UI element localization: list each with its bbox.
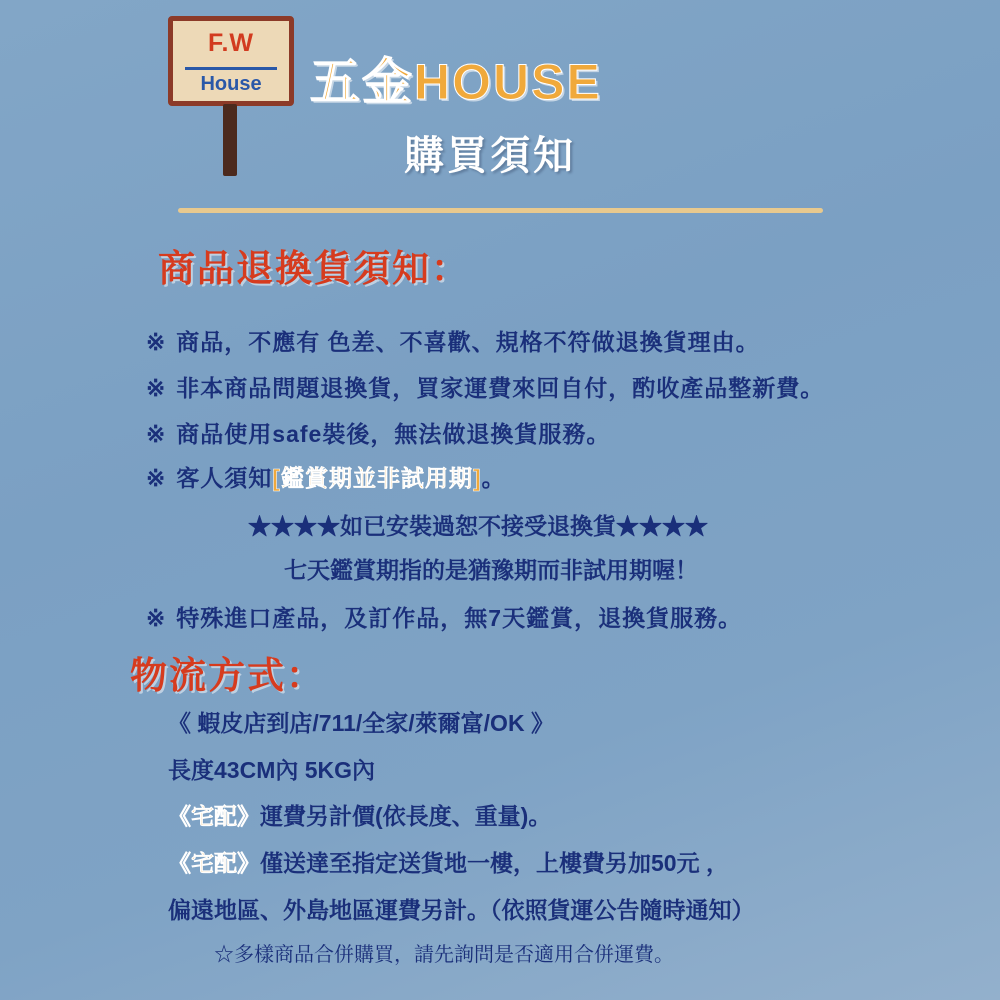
logistics-line-6: ☆多樣商品合併購買，請先詢問是否適用合併運費。 (214, 944, 674, 966)
returns-notice-prefix: 客人須知 (176, 465, 273, 491)
home-delivery-tag: 《宅配》 (168, 850, 260, 876)
returns-notice-emphasis: [鑑賞期並非試用期] (272, 465, 482, 491)
returns-notice-suffix: 。 (481, 465, 506, 491)
logistics-line-3-text: 運費另計價(依長度、重量)。 (260, 803, 552, 829)
sign-bottom-text: House (200, 73, 262, 95)
returns-item-1-text: 商品，不應有 色差、不喜歡、規格不符做退換貨理由。 (176, 329, 760, 355)
page-subtitle: 購買須知 (404, 134, 576, 178)
returns-item-2-text: 非本商品問題退換貨，買家運費來回自付，酌收產品整新費。 (176, 375, 825, 401)
returns-special-line (146, 600, 742, 633)
returns-seven-day-line: 七天鑑賞期指的是猶豫期而非試用期喔！ (284, 557, 698, 583)
returns-item-3-text: 商品使用safe裝後，無法做退換貨服務。 (176, 421, 611, 447)
bullet-mark: ※ (146, 375, 167, 401)
bullet-mark: ※ (146, 605, 167, 631)
bullet-mark: ※ (146, 421, 167, 447)
sign-plate (168, 16, 294, 106)
home-delivery-tag: 《宅配》 (168, 803, 260, 829)
logistics-line-3 (168, 798, 551, 831)
returns-special-text: 特殊進口產品，及訂作品，無7天鑑賞，退換貨服務。 (176, 605, 743, 631)
logistics-line-4 (168, 845, 729, 878)
sign-divider (185, 67, 277, 70)
header-divider (178, 208, 823, 213)
sign-post (223, 104, 237, 176)
returns-item-2 (146, 370, 824, 403)
logistics-section-heading: 物流方式： (130, 655, 325, 696)
sign-top-text: F.W (207, 29, 255, 57)
logistics-line-4-text: 僅送達至指定送貨地一樓，上樓費另加50元 ， (260, 850, 729, 876)
bullet-mark: ※ (146, 465, 167, 491)
logistics-line-2: 長度43CM內 5KG內 (168, 757, 376, 783)
returns-item-3 (146, 416, 610, 449)
shop-sign-logo (168, 16, 294, 186)
logistics-line-1: 《 蝦皮店到店/711/全家/萊爾富/OK 》 (168, 710, 554, 736)
page-header (0, 0, 1000, 200)
returns-stars-line: ★★★★如已安裝過恕不接受退換貨★★★★ (248, 513, 708, 539)
bullet-mark: ※ (146, 329, 167, 355)
returns-notice-line (146, 460, 506, 493)
returns-item-1 (146, 324, 760, 357)
logistics-line-5: 偏遠地區、外島地區運費另計。（依照貨運公告隨時通知） (168, 897, 755, 923)
page-title: 五金HOUSE (310, 54, 602, 110)
returns-section-heading: 商品退換貨須知： (158, 248, 470, 289)
